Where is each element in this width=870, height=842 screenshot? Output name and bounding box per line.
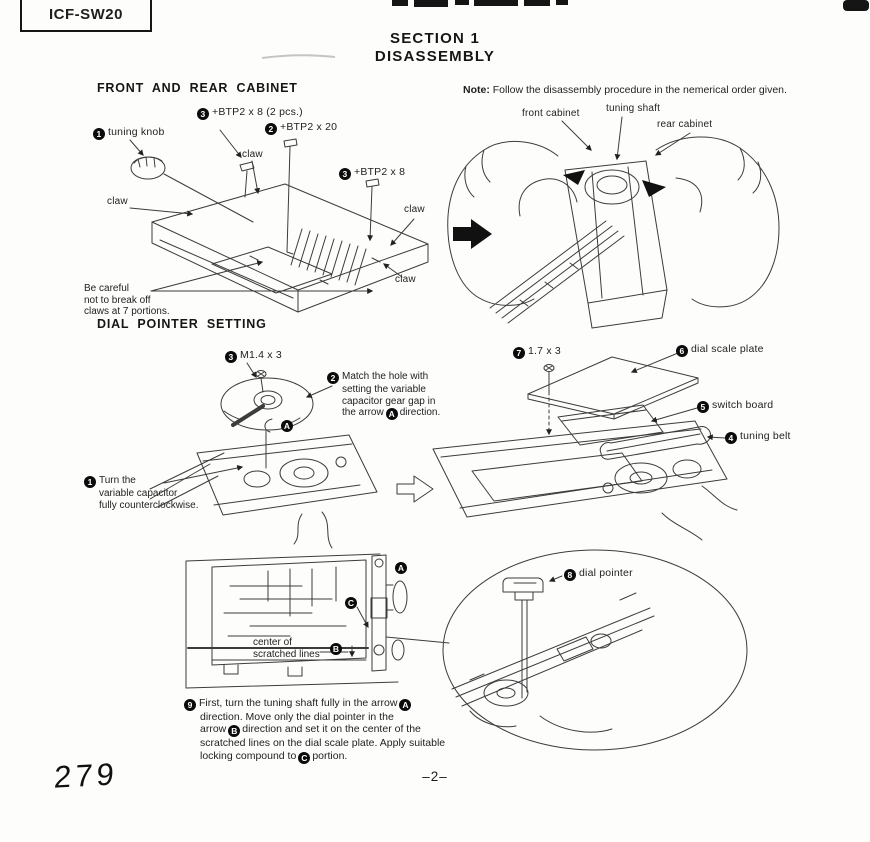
instruction-line: portion. (312, 749, 348, 762)
instruction-line: direction. (399, 407, 441, 418)
badge-c-icon: C (345, 597, 357, 609)
warning-line: Be careful (84, 283, 130, 294)
step-9-instruction (184, 697, 445, 764)
instruction-line: the arrow (342, 407, 384, 418)
note-label: Note: (463, 84, 490, 96)
callout-text: 1.7 x 3 (528, 345, 561, 357)
callout-switch-board (697, 399, 773, 413)
warning-note (84, 283, 170, 318)
step-number-icon: 2 (265, 123, 277, 135)
callout-claw: claw (395, 274, 416, 285)
callout-text: dial pointer (579, 567, 633, 579)
callout-claw: claw (404, 204, 425, 215)
exploded-cabinet-drawing (130, 130, 428, 312)
front-rear-cabinet-heading: FRONT AND REAR CABINET (97, 81, 298, 95)
instruction-line: locking compound to (200, 749, 297, 762)
callout-dial-scale-plate (676, 343, 764, 357)
callout-text: tuning knob (108, 126, 165, 138)
badge-a-icon: A (395, 562, 407, 574)
instruction-line: Match the hole with (342, 371, 429, 382)
callout-front-cabinet: front cabinet (522, 108, 580, 119)
chassis-plate-drawing (397, 353, 737, 540)
callout-claw: claw (242, 149, 263, 160)
callout-screw-17 (513, 345, 561, 359)
step-number-icon: 2 (327, 372, 339, 384)
badge-b-icon: B (228, 725, 240, 737)
instruction-line: arrow (200, 723, 227, 736)
callout-text: dial scale plate (691, 343, 764, 355)
page-number: –2– (422, 769, 448, 784)
callout-text: switch board (712, 399, 774, 411)
step-number-icon: 1 (84, 476, 96, 488)
model-badge (20, 0, 152, 32)
step-number-icon: 4 (725, 432, 737, 444)
warning-line: not to break off (84, 294, 151, 306)
badge-a-icon: A (281, 420, 293, 432)
dial-pointer-setting-heading: DIAL POINTER SETTING (97, 317, 267, 331)
callout-text: +BTP2 x 8 (2 pcs.) (212, 106, 303, 118)
callout-tuning-knob (93, 126, 165, 140)
handwritten-page-index: 279 (53, 756, 119, 795)
callout-text: +BTP2 x 8 (354, 166, 406, 178)
step-1-instruction (84, 475, 198, 511)
instruction-line: setting the variable (342, 384, 426, 395)
badge-c-icon: C (298, 752, 310, 764)
instruction-line: direction and set it on the center of the (242, 723, 421, 736)
callout-screw-m14 (225, 349, 282, 363)
step-number-icon: 8 (564, 569, 576, 581)
instruction-line: Turn the (99, 475, 136, 486)
hands-holding-radio-drawing (448, 117, 779, 328)
instruction-line: direction. Move only the dial pointer in the (200, 711, 394, 723)
badge-b-icon: B (330, 643, 342, 655)
step-number-icon: 3 (197, 108, 209, 120)
callout-text: +BTP2 x 20 (280, 121, 338, 133)
step-2-instruction (327, 371, 440, 420)
section-subtitle: DISASSEMBLY (374, 48, 496, 65)
step-number-icon: 3 (339, 168, 351, 180)
step-number-icon: 9 (184, 699, 196, 711)
label-line: center of (253, 637, 292, 648)
warning-line: claws at 7 portions. (84, 306, 170, 317)
step-number-icon: 1 (93, 128, 105, 140)
scan-artifacts (392, 0, 869, 11)
label-line: scratched lines (253, 648, 320, 660)
instruction-line: First, turn the tuning shaft fully in the arrow (199, 697, 398, 709)
callout-tuning-belt (725, 430, 791, 444)
step-number-icon: 3 (225, 351, 237, 363)
step-number-icon: 6 (676, 345, 688, 357)
callout-screw-btp2-8 (339, 166, 405, 180)
instruction-line: capacitor gear gap in (342, 395, 436, 407)
center-of-scratched-lines-label (253, 637, 320, 660)
step-number-icon: 7 (513, 347, 525, 359)
instruction-line: variable capacitor (99, 488, 178, 499)
badge-a-icon: A (386, 408, 398, 420)
callout-tuning-shaft: tuning shaft (606, 103, 661, 114)
instruction-line: scratched lines on the dial scale plate. Apply suitable (200, 737, 446, 750)
model-label: ICF-SW20 (48, 6, 123, 23)
callout-text: tuning belt (740, 430, 791, 442)
note (463, 84, 787, 96)
direction-arrow-icon (453, 219, 492, 249)
section-title: SECTION 1 (390, 30, 480, 47)
callout-claw: claw (107, 196, 128, 207)
callout-dial-pointer (564, 567, 633, 581)
callout-text: M1.4 x 3 (240, 349, 282, 361)
badge-a-icon: A (399, 699, 411, 711)
note-text: Follow the disassembly procedure in the nemerical order given. (492, 84, 787, 96)
instruction-line: fully counterclockwise. (99, 499, 199, 511)
callout-rear-cabinet: rear cabinet (657, 119, 713, 130)
callout-screw-btp2-20 (265, 121, 337, 135)
step-number-icon: 5 (697, 401, 709, 413)
callout-screw-btp2-8-2pcs (197, 106, 303, 120)
dial-scale-plate-drawing (186, 554, 449, 688)
